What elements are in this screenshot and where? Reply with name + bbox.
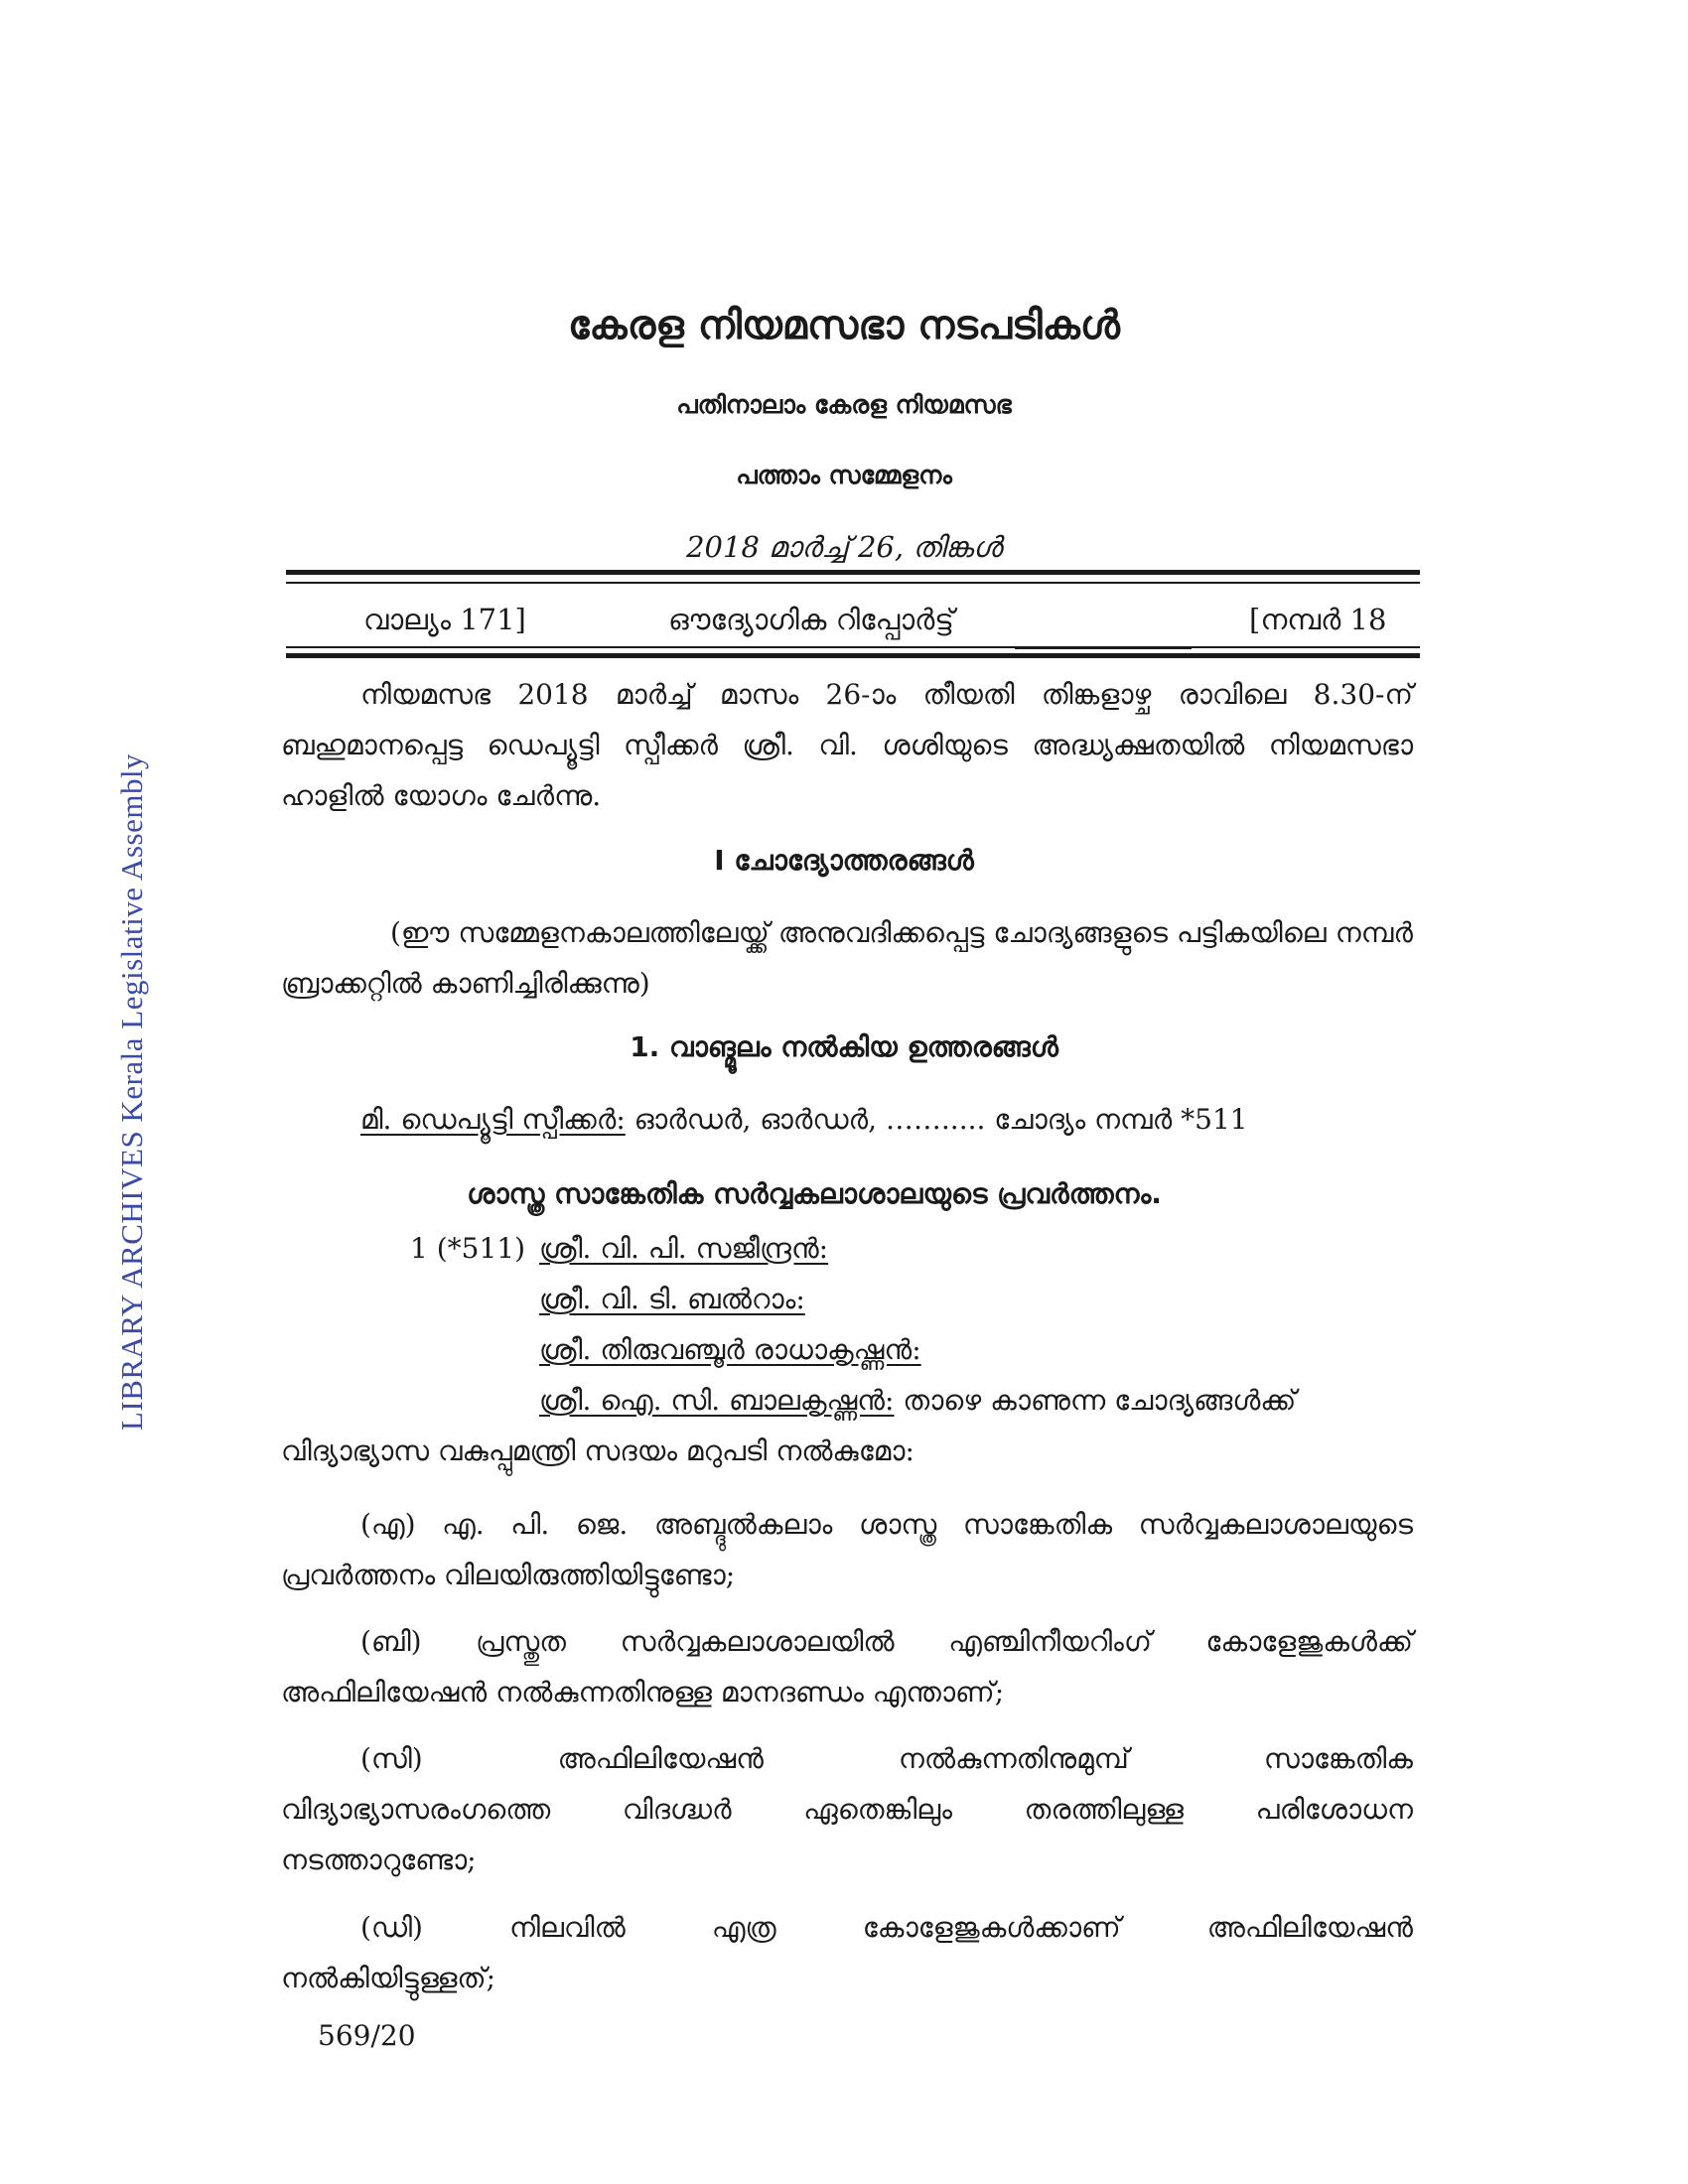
question-item-b: (ബി) പ്രസ്തുത സർവ്വകലാശാലയിൽ എഞ്ചിനീയറിംഗ് കോളേജുകൾക്ക് അഫിലിയേഷൻ നൽകുന്നതിനുള്ള മാനദണ്ഡം എന്താണ്; bbox=[281, 1625, 1413, 1708]
member-1: ശ്രീ. വി. പി. സജീന്ദ്രൻ: bbox=[539, 1232, 829, 1265]
question-item-d: (ഡി) നിലവിൽ എത്ര കോളേജുകൾക്കാണ് അഫിലിയേഷൻ നൽകിയിട്ടുള്ളത്; bbox=[281, 1911, 1413, 1994]
session-subtitle: പത്താം സമ്മേളനം bbox=[736, 461, 952, 489]
bottom-thin-rule bbox=[286, 646, 1420, 648]
speaker-line bbox=[360, 1103, 1248, 1137]
top-thin-rule bbox=[286, 582, 1420, 584]
question-intro: താഴെ കാണുന്ന ചോദ്യങ്ങൾക്ക് bbox=[894, 1384, 1297, 1417]
top-thick-rule bbox=[286, 570, 1420, 575]
page-reference: 569/20 bbox=[318, 2019, 416, 2052]
speaker-text: ഓർഡർ, ഓർഡർ, ……..... ചോദ്യം നമ്പർ *511 bbox=[625, 1103, 1248, 1136]
member-2: ശ്രീ. വി. ടി. ബൽറാം: bbox=[539, 1283, 805, 1315]
subsection-heading: 1. വാങ്മൂലം നൽകിയ ഉത്തരങ്ങൾ bbox=[630, 1030, 1058, 1063]
question-item-c: (സി) അഫിലിയേഷൻ നൽകുന്നതിനുമുമ്പ് സാങ്കേതിക വിദ്യാഭ്യാസരംഗത്തെ വിദഗ്ദ്ധർ ഏതെങ്കിലും തരത്തിലുള്ള പരിശോധന നടത്താറുണ്ടോ; bbox=[281, 1742, 1413, 1876]
section-note: (ഈ സമ്മേളനകാലത്തിലേയ്ക്ക് അനുവദിക്കപ്പെട്ട ചോദ്യങ്ങളുടെ പട്ടികയിലെ നമ്പർ ബ്രാക്കറ്റിൽ കാണിച്ചിരിക്കുന്നു) bbox=[281, 916, 1413, 1000]
member-3: ശ്രീ. തിരുവഞ്ചൂർ രാധാകൃഷ്ണൻ: bbox=[539, 1333, 921, 1366]
section-heading: I ചോദ്യോത്തരങ്ങൾ bbox=[714, 844, 974, 877]
volume-label: വാല്യം 171] bbox=[363, 603, 526, 636]
watermark-text: LIBRARY ARCHIVES Kerala Legislative Assembly bbox=[114, 752, 149, 1432]
question-item-a: (എ) എ. പി. ജെ. അബ്ദുൽകലാം ശാസ്ത്ര സാങ്കേതിക സർവ്വകലാശാലയുടെ പ്രവർത്തനം വിലയിരുത്തിയിട്ടുണ്ടോ; bbox=[281, 1508, 1413, 1591]
bottom-thick-rule bbox=[286, 653, 1420, 658]
question-intro-continued: വിദ്യാഭ്യാസ വകുപ്പുമന്ത്രി സദയം മറുപടി നൽകുമോ: bbox=[281, 1434, 914, 1467]
speaker-name: മി. ഡെപ്യൂട്ടി സ്പീക്കർ: bbox=[360, 1103, 626, 1136]
assembly-subtitle: പതിനാലാം കേരള നിയമസഭ bbox=[676, 390, 1012, 419]
member-4: ശ്രീ. ഐ. സി. ബാലകൃഷ്ണൻ: bbox=[539, 1384, 895, 1417]
question-title: ശാസ്ത്ര സാങ്കേതിക സർവ്വകലാശാലയുടെ പ്രവർത്തനം. bbox=[467, 1177, 1162, 1210]
report-type: ഔദ്യോഗിക റിപ്പോർട്ട് bbox=[668, 603, 954, 636]
intro-paragraph: നിയമസഭ 2018 മാർച്ച് മാസം 26-ാം തീയതി തിങ്കളാഴ്ച രാവിലെ 8.30-ന് ബഹുമാനപ്പെട്ട ഡെപ്യൂട്ടി സ്പീക്കർ ശ്രീ. വി. ശശിയുടെ അദ്ധ്യക്ഷതയിൽ നിയമസഭാ ഹാളിൽ യോഗം ചേർന്നു. bbox=[281, 678, 1413, 812]
session-date: 2018 മാർച്ച് 26, തിങ്കൾ bbox=[686, 530, 1002, 564]
member-4-line bbox=[539, 1384, 1296, 1418]
issue-number: [നമ്പർ 18 bbox=[1249, 603, 1387, 636]
document-title: കേരള നിയമസഭാ നടപടികൾ bbox=[568, 303, 1120, 348]
question-number: 1 (*511) bbox=[410, 1232, 526, 1265]
